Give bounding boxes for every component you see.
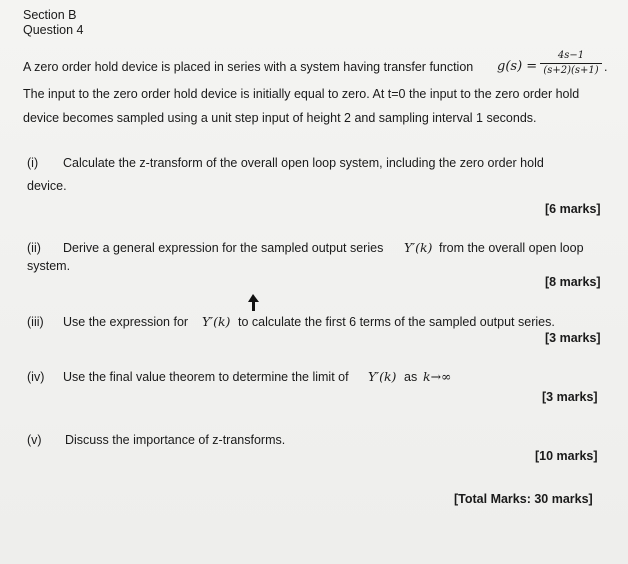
part-iii-number: (iii) [27, 315, 44, 329]
part-i-number: (i) [27, 156, 39, 170]
part-iii-text-b: to calculate the first 6 terms of the sampled output series. [238, 315, 555, 329]
intro-line-3: device becomes sampled using a unit step input of height 2 and sampling interval 1 seconds. [23, 111, 537, 125]
part-ii-symbol: Y′(k) [404, 240, 433, 255]
part-i-text-line-1: Calculate the z-transform of the overall open loop system, including the zero order hold [63, 156, 544, 170]
part-ii-text-a: Derive a general expression for the sampled output series [63, 241, 384, 255]
part-iv-text-b: as [404, 370, 418, 384]
mouse-pointer-icon [247, 294, 261, 312]
question-heading: Question 4 [23, 23, 84, 37]
part-v-marks: [10 marks] [535, 449, 598, 463]
intro-line-1: A zero order hold device is placed in series with a system having transfer function [23, 60, 474, 74]
part-i-text-line-2: device. [27, 179, 67, 193]
part-iv-text-a: Use the final value theorem to determine the limit of [63, 370, 349, 384]
part-ii-number: (ii) [27, 241, 41, 255]
transfer-function-denominator: (s+2)(s+1) [543, 65, 599, 76]
total-marks: [Total Marks: 30 marks] [454, 492, 593, 506]
intro-line-2: The input to the zero order hold device is initially equal to zero. At t=0 the input to the zero order hold [23, 87, 580, 101]
part-iv-limit: k→∞ [423, 369, 452, 384]
part-ii-marks: [8 marks] [545, 275, 601, 289]
part-v-text: Discuss the importance of z-transforms. [65, 433, 286, 447]
transfer-function-period: . [604, 60, 608, 74]
part-iv-symbol: Y′(k) [368, 369, 397, 384]
part-v-number: (v) [27, 433, 42, 447]
transfer-function-lhs: g(s) = [497, 59, 538, 74]
transfer-function-numerator: 4s−1 [557, 50, 585, 61]
section-heading: Section B [23, 8, 77, 22]
transfer-function-fraction [540, 50, 602, 77]
part-iv-number: (iv) [27, 370, 45, 384]
part-iii-marks: [3 marks] [545, 331, 601, 345]
part-iii-symbol: Y′(k) [202, 314, 231, 329]
part-i-marks: [6 marks] [545, 202, 601, 216]
part-ii-text-line-2: system. [27, 259, 71, 273]
fraction-bar [540, 63, 602, 64]
part-iv-marks: [3 marks] [542, 390, 598, 404]
part-iii-text-a: Use the expression for [63, 315, 189, 329]
part-ii-text-b: from the overall open loop [439, 241, 584, 255]
